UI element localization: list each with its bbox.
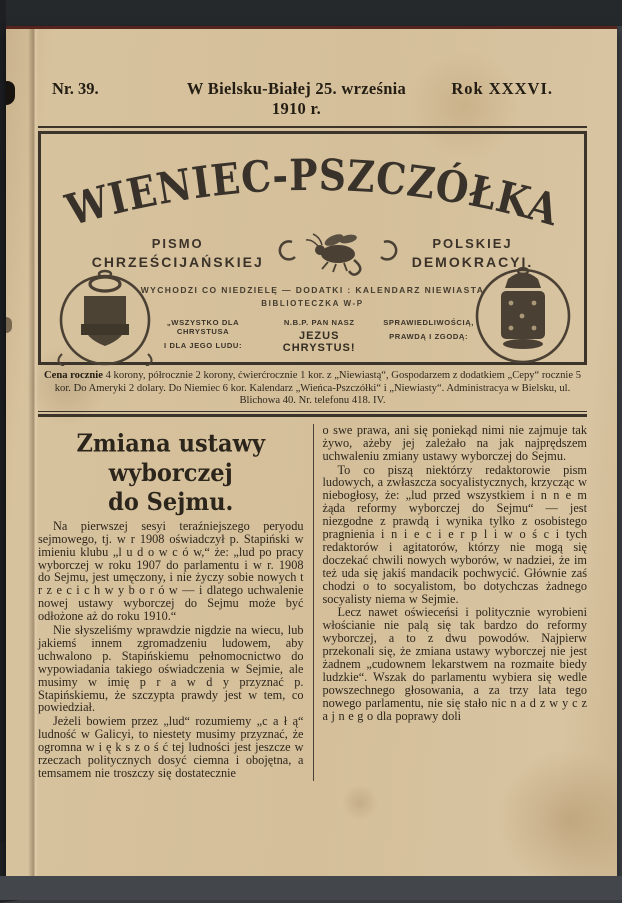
motto-right-line1: SPRAWIEDLIWOŚCIĄ, (383, 318, 474, 327)
subscription-lead: Cena rocznie (43, 370, 103, 381)
place-and-date: W Bielsku-Białej 25. września 1910 r. (186, 79, 407, 118)
subscription-text: 4 korony, półrocznie 2 korony, ćwierćrocznie 1 kor. z „Niewiastą“, Gospodarzem z dodatkiem „Cepy“ rocznie 5 kor. Do Ameryki 2 dolary. Do Niemiec 6 kor. Kalendarz „Wieńca-Pszczółki“ i „Niewiasty“. Administracya w Bielsku, ul. Blichowa 40. Nr. telefonu 418. IV. (54, 370, 582, 407)
article-paragraph: o swe prawa, ani się poniekąd nimi nie zajmuje tak żywo, ażeby jej zależało na jak najprędszem uchwaleniu zmiany ustawy wyborczej do Sejmu. (322, 422, 587, 463)
article-paragraph: Na pierwszej sesyi teraźniejszego peryodu sejmowego, tj. w r 1908 oświadczył p. Stapiński w imieniu klubu „l u d o w c ó w,“ że: „lud po pracy wyborczej w roku 1907 do parlamentu i w r. 1908 do Sejmu, jest umęczony, i nie życzy sobie nowych t r z e c i c h w y b o r ó w — i dlatego uchwalenie nowej ustawy wyborczej do Sejmu może być odłożone aż do roku 1910.“ (38, 518, 304, 624)
newspaper-page (6, 26, 617, 879)
under-page-print-mark (6, 317, 12, 333)
subtitle-chrzescijanskiej: CHRZEŚCIJAŃSKIEJ (91, 254, 264, 270)
issue-number: Nr. 39. (52, 79, 99, 98)
under-page-print-mark (6, 81, 15, 105)
motto-center-line2: JEZUS CHRYSTUS! (282, 330, 356, 354)
newspaper-title: WIENIEC-PSZCZÓŁKA (60, 150, 569, 232)
subtitle-polskiej: POLSKIEJ (432, 236, 513, 251)
motto-left (151, 318, 255, 354)
photo-background-bottom (0, 876, 622, 900)
column-right (313, 424, 588, 781)
page-content (38, 29, 587, 781)
right-crest-emblem-icon (470, 258, 576, 366)
left-crest-emblem-icon (55, 262, 155, 366)
article-title-line2: do Sejmu. (108, 488, 234, 517)
motto-left-line2: I DLA JEGO LUDU: (164, 341, 243, 350)
schedule-line: WYCHODZI CO NIEDZIELĘ — DODATKI : KALENDARZ NIEWIASTA (140, 285, 485, 295)
article-paragraph: Jeżeli bowiem przez „lud“ rozumiemy „c a ł ą“ ludność w Galicyi, to niestety musimy przyznać, że ogromna w i ę k s z o ś ć tej ludności jest jeszcze w rzeczach politycznych dosyć ciemna i obojętna, a temsamem nie troszczy się dostatecznie (38, 714, 304, 780)
page-fold-shadow (28, 29, 38, 879)
photo-background-top (0, 0, 622, 26)
subscription-notice (38, 370, 587, 408)
motto-right (383, 318, 474, 354)
motto-right-line2: PRAWDĄ I ZGODĄ: (389, 332, 469, 341)
schedule-line-2: BIBLIOTECZKA W-P (261, 299, 364, 308)
article-paragraph: Lecz nawet oświeceńsi i politycznie wyrobieni włościanie nie palą się tak bardzo do reformy wyborczej, a to z dwu powodów. Najpierw przekonali się, że zmiana ustawy wyborczej nie jest żadnem „cudownem lekarstwem na rozmaite biedy ludzkie“. Wszak do parlamentu wybiera się wedle powszechnego głosowania, a za trzy lata tego nowego parlamentu, nie się stało nic n a d z w y c z a j n e g o dla poprawy doli (322, 605, 587, 723)
subtitle-demokracyi: DEMOKRACYI. (411, 254, 534, 270)
volume-year: Rok XXXVI. (451, 79, 553, 98)
divider-rule-thick (38, 414, 587, 417)
motto-center-line1: N.B.P. PAN NASZ (283, 318, 355, 327)
subtitle-pismo: PISMO (151, 236, 204, 251)
bee-ornament-icon (278, 230, 398, 276)
article-paragraph: Nie słyszeliśmy wprawdzie nigdzie na wiecu, lub jakiemś innem zgromadzeniu ludowem, aby uchwalono p. Stapińskiemu pełnomocnictwo do wypowiadania takiego oświadczenia w Sejmie, ale musimy w imię p r a w d y przyznać p. Stapińskiemu, że szczypta prawdy jest w tem, co powiedział. (38, 623, 304, 715)
article-paragraph: To co piszą niektórzy redaktorowie pism ludowych, a zwłaszcza socyalistycznych, krzycząc w niebogłosy, że: „lud przed wszystkiem i n n e m żąda reformy wyborczej do Sejmu“ — jest niezgodne z prawdą i wynika tylko z osobistego pragnienia i n i e c i e r p l i w o ś c i tych redaktorów i agitatorów, którzy nie mogą się doczekać chwili nowych wyborów, w nadziei, że im też uda się jakiś mandacik pochwycić. Głównie zaś chodzi o to socyalistom, bo dotychczas żadnego socyalisty niema w Sejmie. (322, 462, 587, 606)
article-title-line1: Zmiana ustawy wyborczej (76, 429, 266, 488)
article-columns (38, 424, 587, 781)
header-rule (38, 126, 587, 128)
issue-header (52, 79, 581, 119)
article-title (38, 430, 304, 517)
masthead-box (38, 131, 587, 365)
divider-rule-thin (38, 411, 587, 412)
masthead-title-arch (41, 138, 584, 232)
motto-center (271, 318, 367, 354)
motto-left-line1: „WSZYSTKO DLA CHRYSTUSA (166, 318, 240, 336)
column-left (38, 424, 313, 781)
svg-text:WIENIEC-PSZCZÓŁKA (60, 150, 569, 232)
